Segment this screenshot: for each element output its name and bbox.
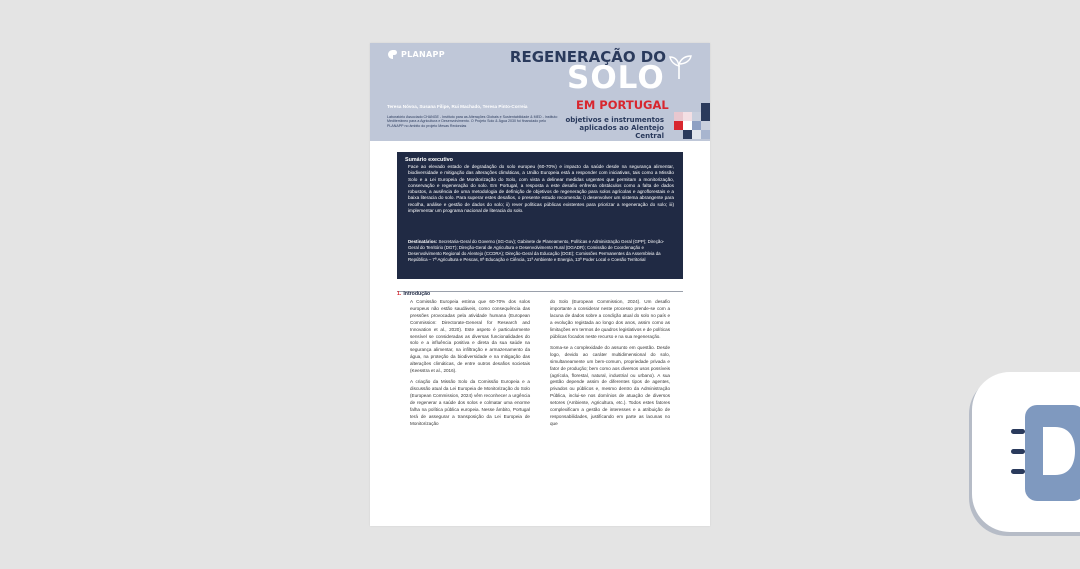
logo-text: PLANAPP [401,50,445,59]
color-mosaic-decoration [674,103,710,139]
section-heading-introduction [397,282,683,297]
planapp-logo-icon [387,49,398,60]
paragraph: Soma-se a complexidade do assunto em questão. Desde logo, devido ao caráter multidimensional do solo, simultaneamente um bem-comum, propriedade privada e fator de produção; bem como aos diversos usos possíveis (agrícola, florestal, natural, industrial ou urbano). A sua gestão depende assim de diferentes tipos de agentes, privados ou públicos e, mesmo dentro da Administração Pública, inclui-se nos domínios de atuação de diversos setores (Ambiente, Agricultura, etc.). Todos estes fatores complexificam a gestão de interesses e a atribuição de responsabilidades, justificando em parte as lacunas no que [550,344,670,426]
paragraph: A criação da Missão Solo da Comissão Europeia e a discussão atual da Lei Europeia de Monitorização do Solo (European Commission, 2024) vêm reconhecer a urgência de regenerar a saúde dos solos e colmatar uma enorme falha na política pública europeia. Nesse âmbito, Portugal terá de assegurar a transposição da Lei Europeia de Monitorização [410,379,530,426]
paragraph: do Solo (European Commission, 2024). Um desafio importante a considerar neste processo prende-se com a lacuna de dados sobre a condição atual do solo no país e a evolução registada ao longo dos anos, assim como as limitações em termos de quadros legislativos e de políticas públicas focados neste recurso e na sua regeneração. [550,299,670,339]
summary-recipients [408,239,674,263]
executive-summary [397,152,683,279]
summary-body: Face ao elevado estado de degradação do solo europeu (60-70%) e impacto da saúde desde na segurança alimentar, biodiversidade e mitigação das alterações climáticas, a União Europeia está a responder com iniciativas, tais como a Missão Solo e a Lei Europeia de Monitorização do Solo, com vista a delinear medidas urgentes que permitam a monitorização, conservação e regeneração do solo. Em Portugal, a resposta a este desafio enfrenta obstáculos como a falta de dados robustos, a ausência de uma metodologia de definição de objetivos de regeneração para solos agrícolas e agroflorestais e a baixa literacia do solo. Para superar estes desafios, o presente estudo recomenda: i) desenvolver um sistema abrangente para recolha, análise e gestão de dados do solo; ii) rever políticas públicas existentes para priorizar a regeneração do solo; iii) implementar um programa nacional de literacia do solo. [408,164,674,214]
cover-title-line1: REGENERAÇÃO DO [509,48,666,66]
recipients-text: Secretaria-Geral do Governo (SG-Gov); Gabinete de Planeamento, Políticas e Administração Geral (GPP); Direção-Geral do Território (DGT); Direção-Geral de Agricultura e Desenvolvimento Rural (DGADR); Comissão de Coordenação e Desenvolvimento Regional do Alentejo (CCDRA); Direção-Geral da Educação (DGE); Comissões Permanentes da Assembleia da República – 7ª Agricultura e Pescas, 8ª Educação e Ciência, 11ª Ambiente e Energia, 13ª Poder Local e Coesão Territorial [408,239,665,263]
cover-header [370,43,710,141]
cover-subtitle: objetivos e instrumentos aplicados ao Alentejo Central [565,116,664,140]
intro-column-right [550,299,670,432]
cover-authors: Teresa Nóvoa, Susana Filipe, Rui Machado, Teresa Pinto-Correia [387,104,528,109]
document-page [370,43,710,526]
section-title: Introdução [403,291,431,297]
summary-title: Sumário executivo [405,157,453,163]
intro-column-left [410,299,530,432]
cover-affiliation: Laboratório Associado CHANGE - Instituto para as Alterações Globais e Sustentabilidade & MED - Instituto Mediterrâneo para a Agricultura e Desenvolvimento. O Projeto Solo & Água 2030 foi financiado pelo PLANAPP no âmbito do projeto Mesas Redondas [387,115,558,128]
sprout-icon [665,52,693,80]
section-number: 1. [397,291,402,297]
cover-title-line2: SOLO [567,60,665,96]
notebook-icon [1011,405,1080,501]
paragraph: A Comissão Europeia estima que 60-70% dos solos europeus não estão saudáveis, como consequência das pressões provocadas pela atividade humana (European Commission: Directorate-General for Research and Innovation et al., 2020). Este aspeto é particularmente sensível se consideradas as diversas funcionalidades do solo e a influência positiva e direta da sua saúde na segurança alimentar, na infiltração e armazenamento da água, na proteção da biodiversidade e na mitigação das alterações climáticas, de entre outros desafios societais (Keesstra et al., 2016). [410,299,530,374]
planapp-logo [387,49,445,60]
recipients-label: Destinatários: [408,239,438,244]
cover-title-line3: EM PORTUGAL [576,98,669,112]
